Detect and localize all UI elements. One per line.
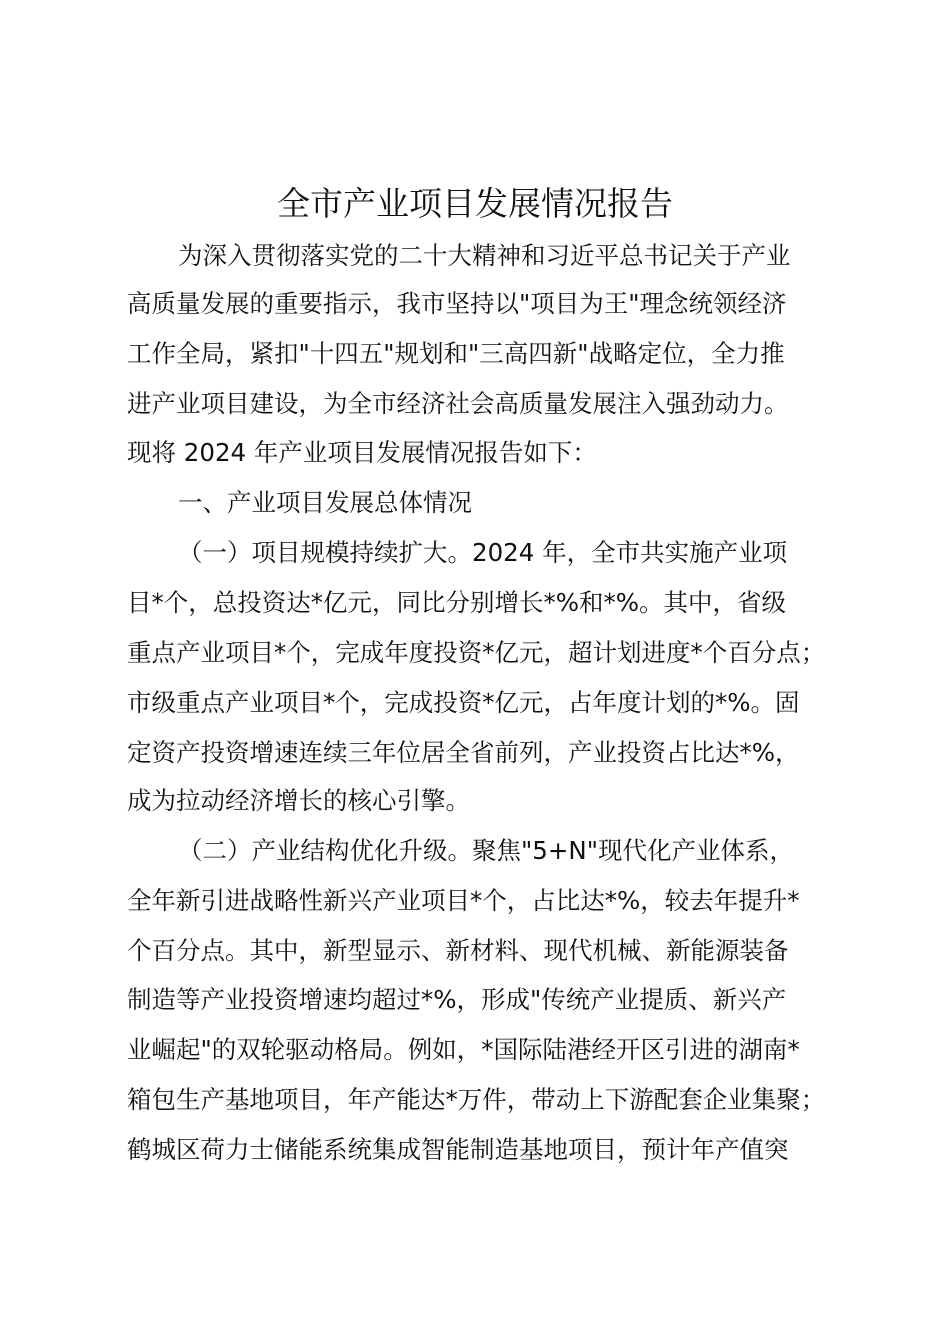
document-title: 全市产业项目发展情况报告 [277,184,673,223]
paragraph-line: 业崛起"的双轮驱动格局。例如，*国际陆港经开区引进的湖南* [127,1035,800,1064]
paragraph-line: 目*个，总投资达*亿元，同比分别增长*%和*%。其中，省级 [127,588,787,617]
paragraph-line: 箱包生产基地项目，年产能达*万件，带动上下游配套企业集聚； [127,1085,826,1114]
paragraph-line: 进产业项目建设，为全市经济社会高质量发展注入强劲动力。 [127,389,789,418]
paragraph-line: 现将 2024 年产业项目发展情况报告如下： [127,438,597,467]
paragraph-line: 为深入贯彻落实党的二十大精神和习近平总书记关于产业 [178,241,791,270]
paragraph-line: 制造等产业投资增速均超过*%，形成"传统产业提质、新兴产 [127,985,787,1014]
paragraph-line: 鹤城区荷力士储能系统集成智能制造基地项目，预计年产值突 [127,1135,789,1164]
paragraph-line: 定资产投资增速连续三年位居全省前列，产业投资占比达*%， [127,738,800,767]
paragraph-line: 市级重点产业项目*个，完成投资*亿元，占年度计划的*%。固 [127,688,800,717]
paragraph-line: 高质量发展的重要指示，我市坚持以"项目为王"理念统领经济 [127,289,787,318]
section-heading: 一、产业项目发展总体情况 [178,488,472,517]
paragraph-line: （一）项目规模持续扩大。2024 年，全市共实施产业项 [178,538,788,567]
paragraph-line: 全年新引进战略性新兴产业项目*个，占比达*%，较去年提升* [127,886,800,915]
paragraph-line: 成为拉动经济增长的核心引擎。 [127,786,470,815]
paragraph-line: 工作全局，紧扣"十四五"规划和"三高四新"战略定位，全力推 [127,339,785,368]
paragraph-line: （二）产业结构优化升级。聚焦"5+N"现代化产业体系， [178,836,794,865]
paragraph-line: 个百分点。其中，新型显示、新材料、现代机械、新能源装备 [127,936,789,965]
paragraph-line: 重点产业项目*个，完成年度投资*亿元，超计划进度*个百分点； [127,638,826,667]
